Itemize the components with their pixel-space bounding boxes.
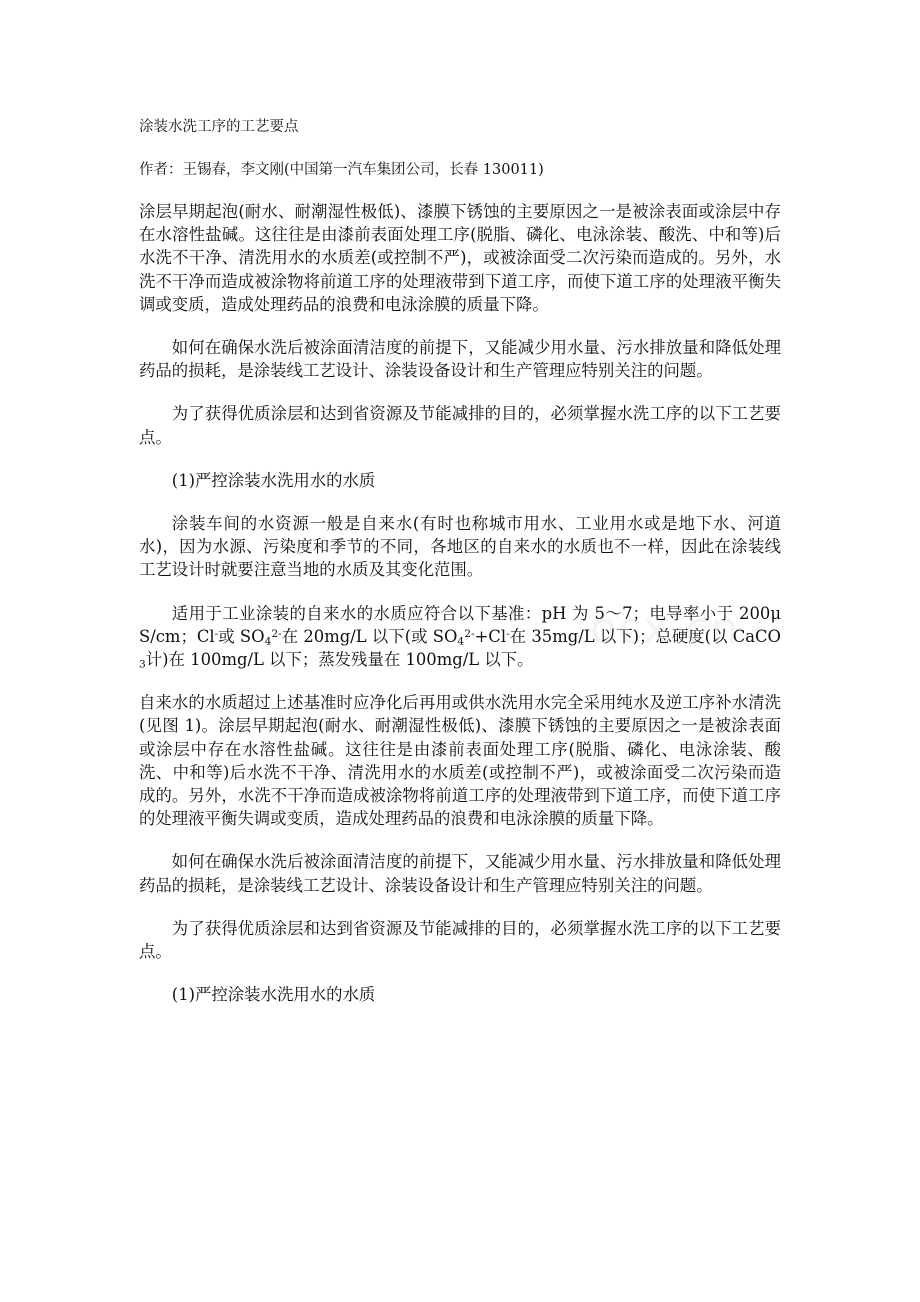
criteria-text-4: +Cl — [474, 626, 507, 646]
paragraph-water-source: 涂装车间的水资源一般是自来水(有时也称城市用水、工业用水或是地下水、河道水)，因为水源、污染度和季节的不同，各地区的自来水的水质也不一样，因此在涂装线工艺设计时就要注意当地的水质及其变化范围。 — [139, 514, 781, 580]
section-heading-1-repeat: (1)严控涂装水洗用水的水质 — [171, 985, 376, 1005]
criteria-text-2: 或 SO — [218, 626, 265, 646]
criteria-text-1: 适用于工业涂装的自来水的水质应符合以下基准：pH 为 5～7；电导率小于 200μS/cm；Cl — [139, 603, 781, 646]
paragraph-purpose-repeat: 为了获得优质涂层和达到省资源及节能减排的目的，必须掌握水洗工序的以下工艺要点。 — [139, 918, 781, 962]
chloride-charge-2: - — [506, 627, 510, 641]
paragraph-water-criteria — [139, 602, 781, 672]
paragraph-intro: 涂层早期起泡(耐水、耐潮湿性极低)、漆膜下锈蚀的主要原因之一是被涂表面或涂层中存在水溶性盐碱。这往往是由漆前表面处理工序(脱脂、磷化、电泳涂装、酸洗、中和等)后水洗不干净、清洗用水的水质差(或控制不严)，或被涂面受二次污染而造成的。另外，水洗不干净而造成被涂物将前道工序的处理液带到下道工序，而使下道工序的处理液平衡失调或变质，造成处理药品的浪费和电泳涂膜的质量下降。 — [139, 202, 781, 314]
section-heading-1: (1)严控涂装水洗用水的水质 — [171, 470, 376, 490]
sulfate-subscript: 4 — [264, 634, 272, 648]
document-author: 作者：王锡春，李文刚(中国第一汽车集团公司，长春 130011) — [139, 162, 544, 178]
criteria-text-3: 在 20mg/L 以下(或 SO — [281, 626, 458, 646]
sulfate-subscript-2: 4 — [457, 634, 465, 648]
paragraph-purification: 自来水的水质超过上述基准时应净化后再用或供水洗用水完全采用纯水及逆工序补水清洗(见图 1)。涂层早期起泡(耐水、耐潮湿性极低)、漆膜下锈蚀的主要原因之一是被涂表面或涂层中存在水溶性盐碱。这往往是由漆前表面处理工序(脱脂、磷化、电泳涂装、酸洗、中和等)后水洗不干净、清洗用水的水质差(或控制不严)，或被涂面受二次污染而造成的。另外，水洗不干净而造成被涂物将前道工序的处理液带到下道工序，而使下道工序的处理液平衡失调或变质，造成处理药品的浪费和电泳涂膜的质量下降。 — [139, 693, 781, 829]
chloride-charge: - — [214, 627, 219, 641]
criteria-text-6: 计)在 100mg/L 以下；蒸发残量在 100mg/L 以下。 — [145, 650, 534, 670]
paragraph-purpose: 为了获得优质涂层和达到省资源及节能减排的目的，必须掌握水洗工序的以下工艺要点。 — [139, 404, 781, 447]
sulfate-charge: 2- — [271, 627, 282, 641]
criteria-text-5: 在 35mg/L 以下)；总硬度(以 CaCO — [509, 626, 781, 646]
document-body — [139, 200, 781, 1026]
sulfate-charge-2: 2- — [464, 627, 475, 641]
paragraph-question-repeat: 如何在确保水洗后被涂面清洁度的前提下，又能减少用水量、污水排放量和降低处理药品的损耗，是涂装线工艺设计、涂装设备设计和生产管理应特别关注的问题。 — [139, 852, 781, 895]
carbonate-subscript: 3 — [139, 657, 146, 671]
paragraph-question: 如何在确保水洗后被涂面清洁度的前提下，又能减少用水量、污水排放量和降低处理药品的损耗，是涂装线工艺设计、涂装设备设计和生产管理应特别关注的问题。 — [139, 338, 781, 381]
document-title: 涂装水洗工序的工艺要点 — [139, 119, 299, 135]
